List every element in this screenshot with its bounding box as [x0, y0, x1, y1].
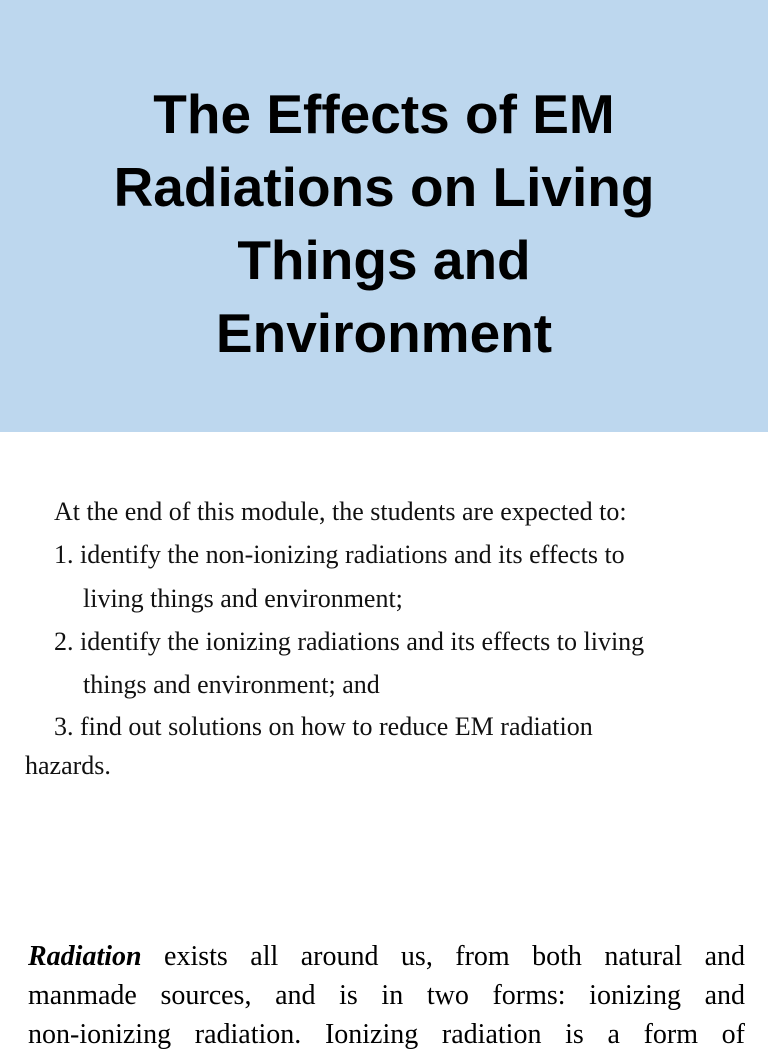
title-line-2: Radiations on Living: [113, 156, 655, 218]
title-banner: [0, 0, 768, 432]
title-line-4: Environment: [215, 302, 553, 364]
page-title: [0, 78, 768, 370]
objective-3-line-1: 3. find out solutions on how to reduce EM radiation: [54, 712, 593, 741]
objective-2-line-1: 2. identify the ionizing radiations and its effects to living: [54, 627, 645, 656]
objective-1-line-1: 1. identify the non-ionizing radiations and its effects to: [54, 540, 625, 569]
body-line-1: [28, 942, 745, 972]
body-line-1-text: exists all around us, from both natural and: [141, 941, 745, 972]
objective-1-line-2: living things and environment;: [83, 584, 403, 613]
objective-2-line-2: things and environment; and: [83, 670, 380, 699]
body-line-3: non-ionizing radiation. Ionizing radiation is a form of: [28, 1019, 745, 1050]
term-radiation: Radiation: [28, 941, 142, 972]
body-line-2: manmade sources, and is in two forms: ionizing and: [28, 980, 745, 1011]
title-line-3: Things and: [237, 229, 531, 291]
objective-3-line-2: hazards.: [25, 751, 111, 780]
title-line-1: The Effects of EM: [153, 83, 615, 145]
objectives-intro: At the end of this module, the students are expected to:: [54, 497, 627, 526]
